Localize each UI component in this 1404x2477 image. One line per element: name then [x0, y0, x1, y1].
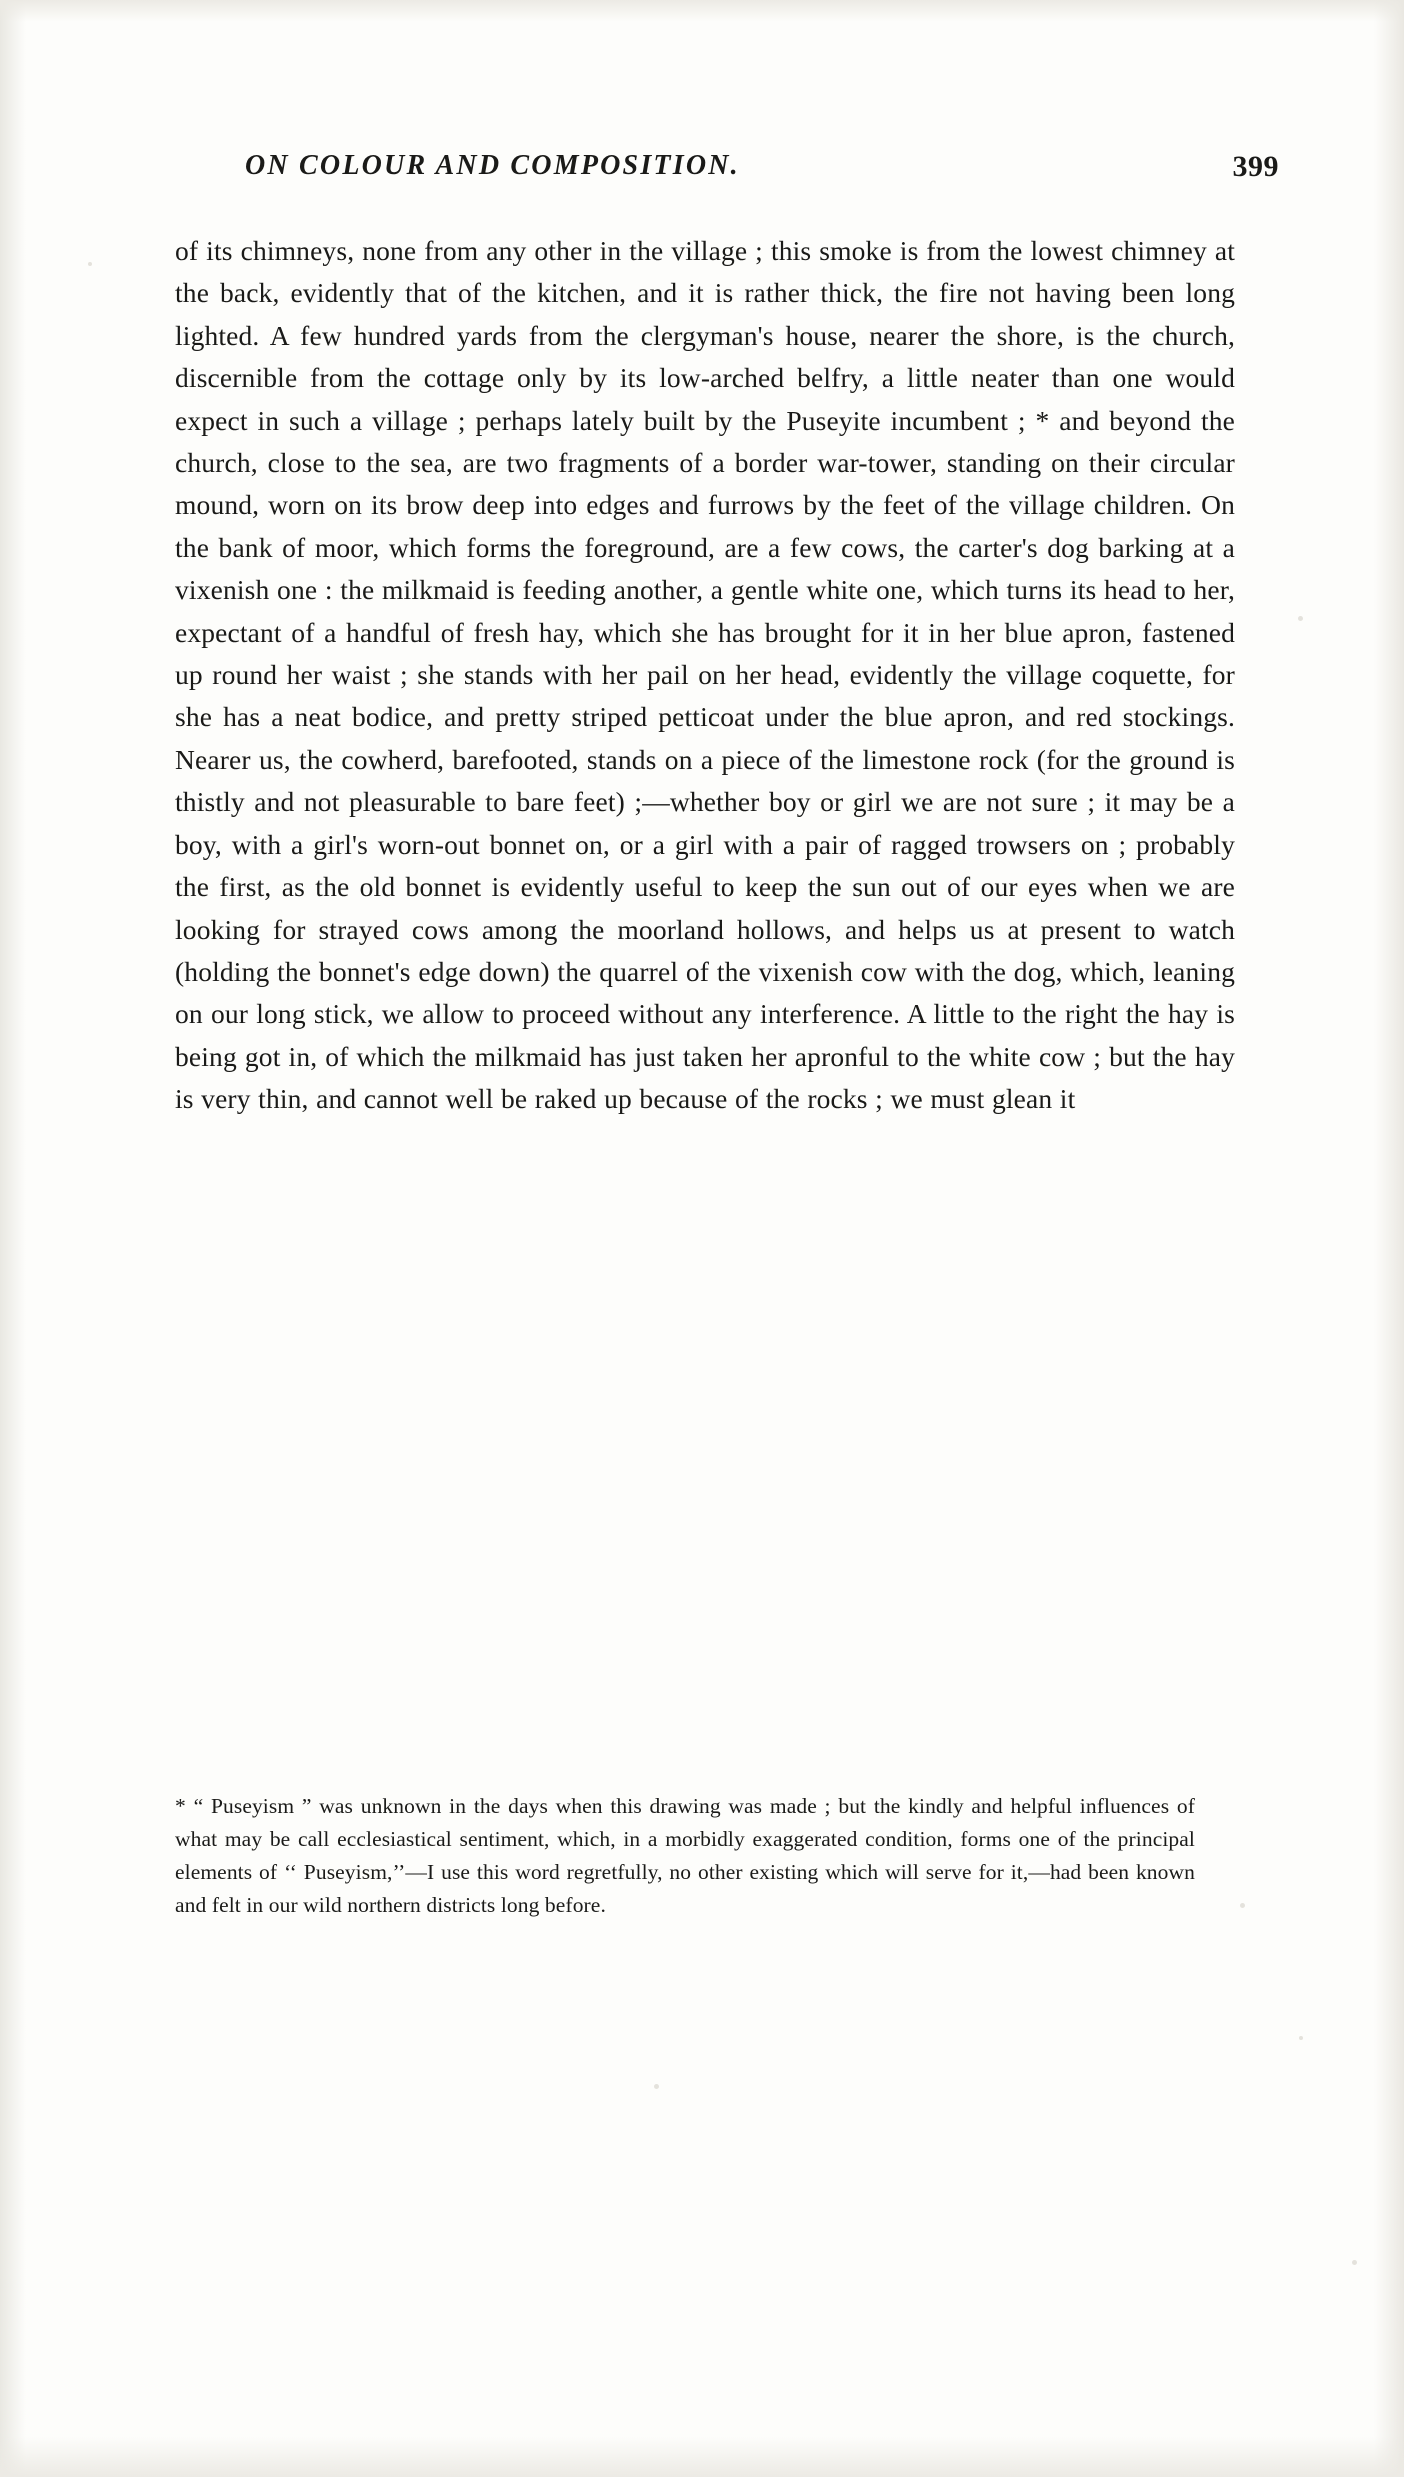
scan-edge-bottom: [0, 2437, 1404, 2477]
running-head: [245, 150, 1279, 202]
scan-edge-left: [0, 0, 26, 2477]
footnote: [175, 1790, 1195, 1922]
paper-speck: [88, 262, 92, 266]
paper-speck: [1298, 616, 1303, 621]
paper-speck: [654, 2084, 659, 2089]
page-content: [175, 150, 1279, 1121]
paper-speck: [1240, 1903, 1245, 1908]
paper-speck: [1352, 2260, 1357, 2265]
scan-edge-right: [1374, 0, 1404, 2477]
body-paragraph: of its chimneys, none from any other in the village ; this smoke is from the lowest chimney at the back, evidently that of the kitchen, and it is rather thick, the fire not having been long lighted. A few hundred yards from the clergyman's house, nearer the shore, is the church, discernible from the cottage only by its low-arched belfry, a little neater than one would expect in such a village ; perhaps lately built by the Puseyite incumbent ; * and beyond the church, close to the sea, are two fragments of a border war-tower, standing on their circular mound, worn on its brow deep into edges and furrows by the feet of the village children. On the bank of moor, which forms the foreground, are a few cows, the carter's dog barking at a vixenish one : the milkmaid is feeding another, a gentle white one, which turns its head to her, expectant of a handful of fresh hay, which she has brought for it in her blue apron, fastened up round her waist ; she stands with her pail on her head, evidently the village coquette, for she has a neat bodice, and pretty striped petticoat under the blue apron, and red stockings. Nearer us, the cowherd, barefooted, stands on a piece of the limestone rock (for the ground is thistly and not pleasurable to bare feet) ;—whether boy or girl we are not sure ; it may be a boy, with a girl's worn-out bonnet on, or a girl with a pair of ragged trowsers on ; probably the first, as the old bonnet is evidently useful to keep the sun out of our eyes when we are looking for strayed cows among the moorland hollows, and helps us at present to watch (holding the bonnet's edge down) the quarrel of the vixenish cow with the dog, which, leaning on our long stick, we allow to proceed without any interference. A little to the right the hay is being got in, of which the milkmaid has just taken her apronful to the white cow ; but the hay is very thin, and cannot well be raked up because of the rocks ; we must glean it: [175, 235, 1235, 1115]
paper-speck: [1299, 2036, 1303, 2040]
footnote-text: * “ Puseyism ” was unknown in the days when this drawing was made ; but the kindly and helpful influences of what may be call ecclesiastical sentiment, which, in a morbidly exaggerated condition, forms one of the principal elements of ‘‘ Puseyism,’’—I use this word regretfully, no other existing which will serve for it,—had been known and felt in our wild northern districts long before.: [175, 1794, 1195, 1917]
running-head-title: ON COLOUR AND COMPOSITION.: [245, 150, 740, 181]
page-number: 399: [1232, 150, 1279, 183]
scan-edge-top: [0, 0, 1404, 22]
body-text: [175, 230, 1235, 1121]
